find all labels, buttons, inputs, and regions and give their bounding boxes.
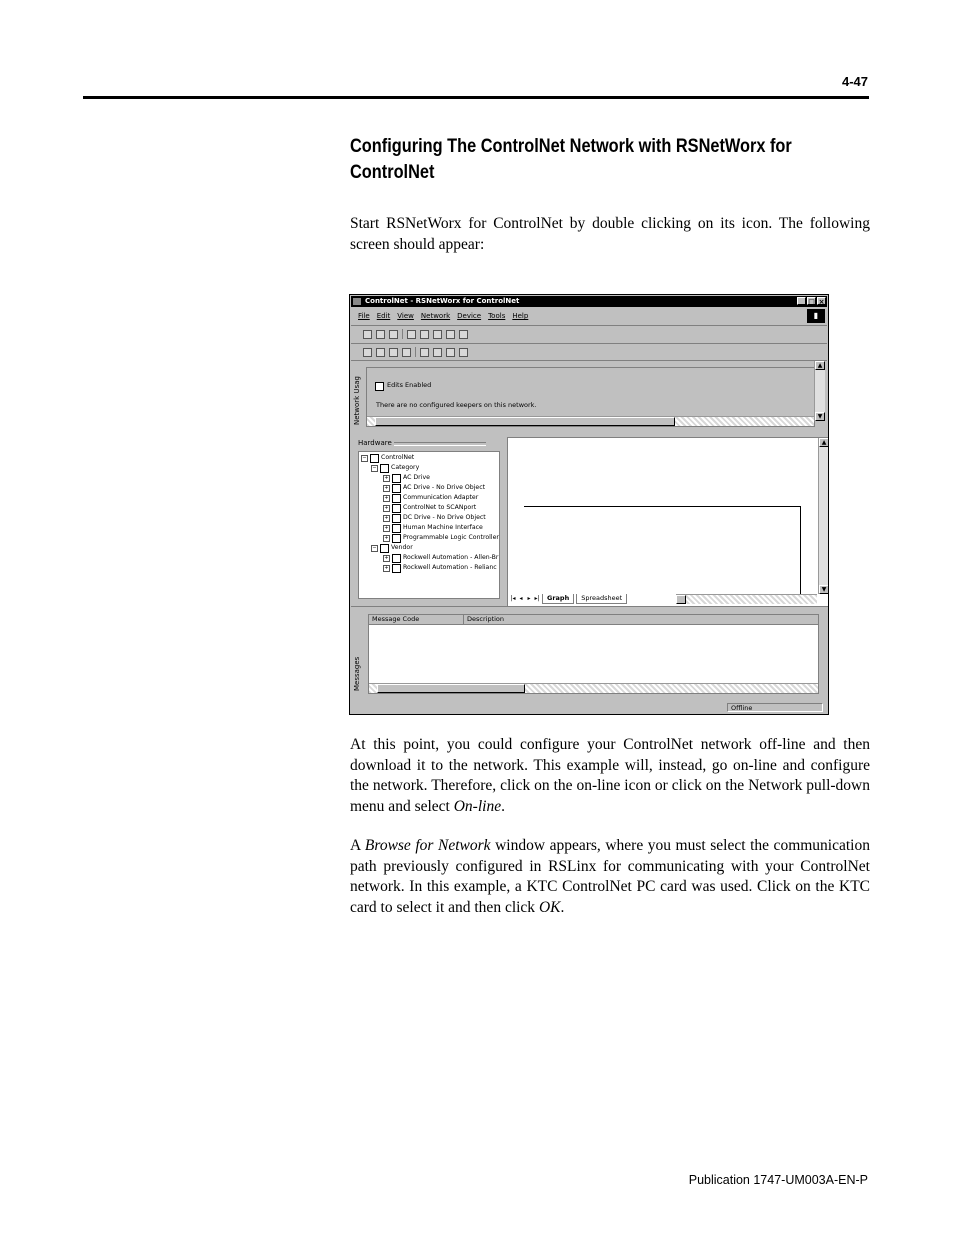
connection-status: Offline [727,703,823,712]
prev-tab-icon[interactable]: ◂ [519,595,523,602]
tree-item[interactable]: − Vendor [372,544,413,551]
tree-item[interactable]: + DC Drive - No Drive Object [384,514,486,521]
tree-item[interactable]: + ControlNet to SCANport [384,504,477,511]
network-usage-label: Network Usag [353,376,361,425]
cut-icon[interactable] [420,330,429,339]
toolbar-divider [351,343,827,344]
scroll-up-button[interactable]: ▲ [815,361,825,370]
keeper-box [366,367,815,427]
intro-paragraph: Start RSNetWorx for ControlNet by double clicking on its icon. The following screen should appear: [350,215,870,253]
window-title: ControlNet - RSNetWorx for ControlNet [365,297,520,305]
keeper-hscrollbar[interactable] [367,416,814,426]
device-icon [392,474,401,483]
open-icon[interactable] [376,330,385,339]
graph-vscrollbar[interactable] [818,438,829,594]
ok-term: OK [538,898,561,916]
menu-edit[interactable]: Edit [376,312,391,320]
main-toolbar [353,327,468,341]
keeper-vscrollbar[interactable] [814,361,825,421]
minimize-button[interactable]: _ [797,297,806,305]
folder-icon [370,454,379,463]
window-titlebar [351,296,827,307]
first-tab-icon[interactable]: |◂ [510,595,516,602]
messages-pane [351,607,827,697]
messages-label: Messages [353,656,361,691]
scroll-thumb[interactable] [676,595,686,604]
paste-icon[interactable] [446,330,455,339]
maximize-button[interactable]: □ [808,298,815,306]
graph-tabs [510,594,627,604]
download-icon[interactable] [459,348,468,357]
rsnetworx-window [349,294,829,715]
device-icon [392,494,401,503]
toolbar-separator [402,329,403,339]
browse-for-network-term: Browse for Network [364,837,491,854]
menu-network[interactable]: Network [420,312,451,320]
help-pointer-icon[interactable] [459,330,468,339]
graph-hscrollbar[interactable] [676,594,817,604]
tree-item[interactable]: + Programmable Logic Controller [384,534,499,541]
status-bar [351,701,827,713]
online-term: On-line [453,797,502,815]
tree-item[interactable]: + AC Drive - No Drive Object [384,484,486,491]
menu-help[interactable]: Help [512,312,529,320]
network-usage-pane [351,361,827,433]
message-list-header [369,615,818,625]
save-icon[interactable] [389,330,398,339]
message-hscrollbar[interactable] [369,683,818,693]
last-tab-icon[interactable]: ▸| [534,595,540,602]
zoom-out-icon[interactable] [376,348,385,357]
folder-icon [380,464,389,473]
header-rule [83,96,869,99]
device-icon [392,504,401,513]
edits-enabled-checkbox[interactable] [375,382,384,391]
menu-view[interactable]: View [397,312,414,320]
scroll-down-button[interactable]: ▼ [815,412,825,421]
device-icon [392,524,401,533]
network-trunk-line [524,506,801,597]
tree-item[interactable]: + Rockwell Automation - Relianc [384,564,497,571]
hardware-header [358,439,498,448]
device-icon [392,554,401,563]
tree-item[interactable]: − ControlNet [362,454,415,461]
online-icon[interactable] [420,348,429,357]
new-icon[interactable] [363,330,372,339]
column-message-code[interactable]: Message Code [369,615,464,624]
tree-item[interactable]: + Communication Adapter [384,494,479,501]
browse-paragraph: A Browse for Network window appears, where you must select the communication path previously configured in RSLinx for communicating with your ControlNet network. In this example, a KTC ControlNet PC card was used. Click on the KTC card to select it and then click OK. [350,837,870,916]
scroll-up-button[interactable]: ▲ [819,438,829,447]
copy-icon[interactable] [433,330,442,339]
tree-item[interactable]: + Rockwell Automation - Allen-Br [384,554,499,561]
toolbar-separator [415,347,416,357]
tab-spreadsheet[interactable]: Spreadsheet [576,594,627,604]
network-icon[interactable] [433,348,442,357]
upload-icon[interactable] [446,348,455,357]
print-icon[interactable] [407,330,416,339]
tree-item[interactable]: + Human Machine Interface [384,524,483,531]
app-icon [353,298,361,305]
view-toolbar [353,345,468,359]
zoom-in-icon[interactable] [363,348,372,357]
tree-item[interactable]: + AC Drive [384,474,430,481]
header-grip [394,442,486,446]
hardware-pane [354,437,502,604]
close-button[interactable]: × [818,298,825,306]
message-list [368,614,819,694]
next-tab-icon[interactable]: ▸ [527,595,531,602]
tree-item[interactable]: − Category [372,464,420,471]
scroll-thumb[interactable] [377,684,525,693]
device-icon [392,534,401,543]
menu-device[interactable]: Device [457,312,482,320]
menu-file[interactable]: File [358,312,370,320]
device-icon [392,484,401,493]
graph-pane [507,437,829,607]
device-icon [392,514,401,523]
online-paragraph: At this point, you could configure your ControlNet network off-line and then download it to the network. This example will, instead, go on-line and configure the network. Therefore, click on the on-line icon or click on the Network pull-down menu and select On-line. [350,736,870,815]
scroll-down-button[interactable]: ▼ [819,585,829,594]
menu-tools[interactable]: Tools [488,312,506,320]
single-pass-browse-icon[interactable] [389,348,398,357]
folder-icon [380,544,389,553]
hardware-tree [358,451,500,599]
section-heading: Configuring The ControlNet Network with RSNetWorx for ControlNet [350,136,792,183]
scroll-thumb[interactable] [375,417,675,426]
device-icon [392,564,401,573]
column-description[interactable]: Description [467,615,505,623]
no-keepers-message: There are no configured keepers on this network. [376,401,537,409]
page-number: 4-47 [841,74,868,89]
hardware-label: Hardware [358,439,392,447]
tab-graph[interactable]: Graph [542,594,574,604]
menu-bar [352,311,528,322]
toolbar-divider [351,325,827,326]
online-status-icon[interactable]: ▮ [807,309,825,323]
continuous-browse-icon[interactable] [402,348,411,357]
publication-footer: Publication 1747-UM003A-EN-P [688,1173,868,1187]
edits-enabled-label: Edits Enabled [387,381,432,389]
